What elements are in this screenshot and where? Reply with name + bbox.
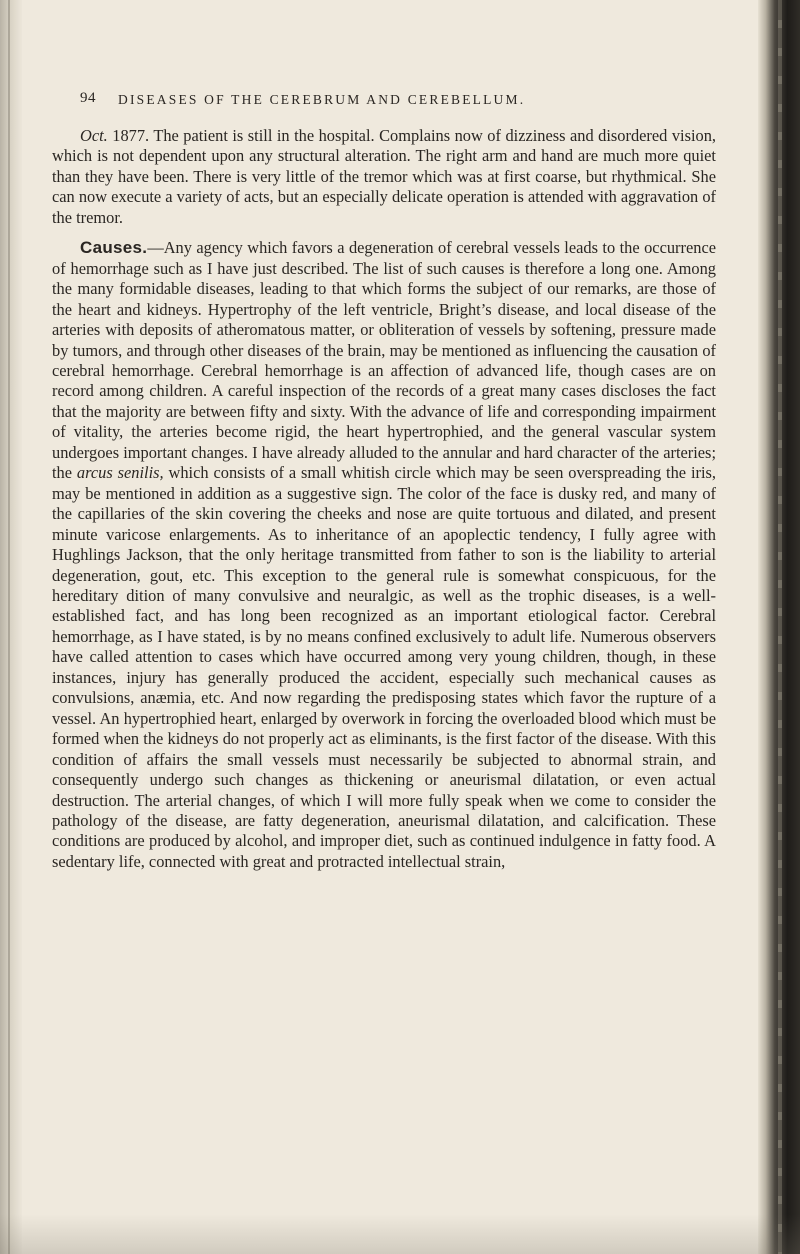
causes-text-part-1: —Any agency which favors a degeneration of cerebral vessels leads to the occurrence of hemorrhage such as I have just described. The list of such causes is therefore a long one. Among the many formidable diseases, leading to that which forms the subject of our remarks, are those of the heart and kidneys. Hypertrophy of the left ventricle, Bright’s disease, and local disease of the arteries with deposits of atheromatous matter, or obliteration of vessels by softening, pressure made by tumors, and through other diseases of the brain, may be mentioned as influencing the causation of cerebral hemorrhage. Cerebral hemorrhage is an affection of advanced life, though cases are on record among children. A careful inspection of the records of a great many cases discloses the fact that the majority are between fifty and sixty. With the advance of life and corresponding impairment of vitality, the arteries become rigid, the heart hypertrophied, and the general vascular system undergoes important changes. I have already alluded to the annular and hard character of the arteries; the	[52, 238, 716, 483]
case-note-text: 1877. The patient is still in the hospital. Complains now of dizziness and disordered vision, which is not dependent upon any structural alteration. The right arm and hand are much more quiet than they have been. There is very little of the tremor which was at first coarse, but rhythmical. She can now execute a variety of acts, but an especially delicate operation is attended with aggravation of the tremor.	[52, 126, 717, 227]
running-head	[80, 90, 720, 112]
causes-text-part-2: which consists of a small whitish circle which may be seen overspreading the iris, may be mentioned in addition as a suggestive sign. The color of the face is dusky red, and many of the capillaries of the skin covering the cheeks and nose are quite tortuous and dilated, and present minute varicose enlargements. As to inheritance of an apoplectic tendency, I fully agree with Hughlings Jackson, that the only heritage transmitted from father to son is the liability to arterial degeneration, gout, etc. This exception to the general rule is somewhat conspicuous, for the hereditary dition of many convulsive and neuralgic, as well as the trophic diseases, is a well-established fact, and has long been recognized as an important etiological factor. Cerebral hemorrhage, as I have stated, is by no means confined exclusively to adult life. Numerous observers have called attention to cases which have occurred among very young children, though, in these instances, injury has generally produced the accident, especially such mechanical causes as convulsions, anæmia, etc. And now regarding the predisposing states which favor the rupture of a vessel. An hypertrophied heart, enlarged by overwork in forcing the overloaded blood which must be formed when the kidneys do not properly act as eliminants, is the first factor of the disease. With this condition of affairs the small vessels must necessarily be subjected to abnormal strain, and consequently undergo such changes as thickening or aneurismal dilatation, or even actual destruction. The arterial changes, of which I will more fully speak when we come to consider the pathology of the disease, are fatty degeneration, aneurismal dilatation, and calcification. These conditions are produced by alcohol, and improper diet, such as continued indulgence in fatty food. A sedentary life, connected with great and protracted intellectual strain,	[52, 463, 716, 871]
section-heading-causes: Causes.	[80, 238, 148, 258]
page-left-edge-line	[8, 0, 10, 1254]
body-text	[52, 126, 716, 872]
page-bottom-shade	[0, 1214, 800, 1254]
case-note-date: Oct.	[80, 126, 108, 145]
italic-term-arcus-senilis: arcus senilis,	[76, 463, 164, 483]
page-number: 94	[80, 90, 96, 106]
page-left-shadow	[0, 0, 22, 1254]
binding-edge-texture	[778, 0, 782, 1254]
running-head-title: DISEASES OF THE CEREBRUM AND CEREBELLUM.	[118, 92, 526, 107]
paragraph-causes	[52, 238, 716, 872]
paragraph-case-note	[52, 126, 716, 228]
